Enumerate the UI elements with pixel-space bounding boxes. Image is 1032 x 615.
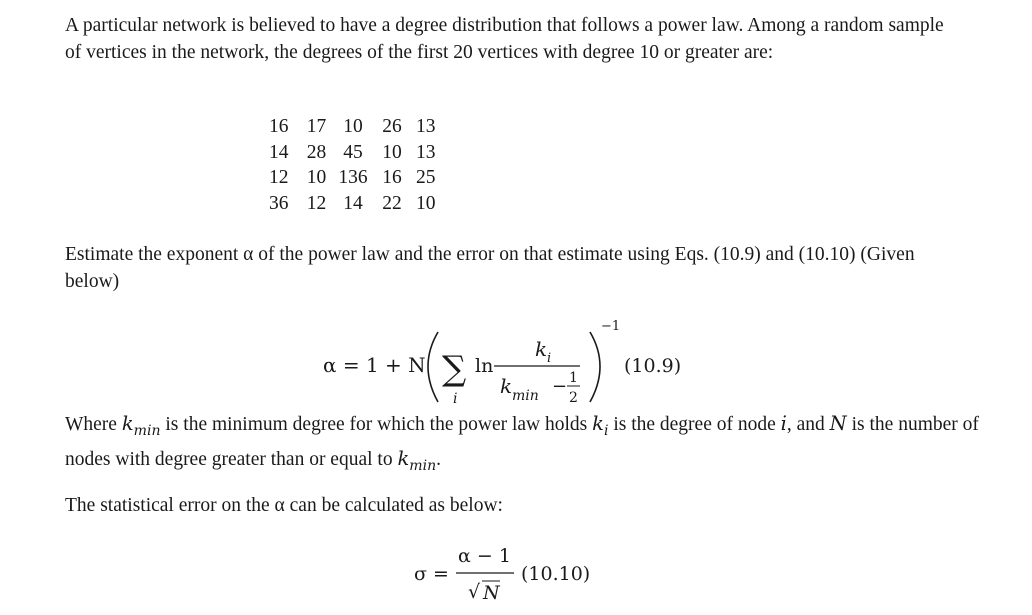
equation-10-10 — [410, 540, 610, 610]
eq1-denominator: k — [500, 374, 513, 398]
error-paragraph: The statistical error on the α can be calculated as below: — [65, 495, 503, 516]
n-symbol: N — [829, 412, 847, 435]
degree-cell: 12 — [306, 192, 327, 214]
degree-cell: 14 — [343, 192, 363, 214]
eq1-label: (10.9) — [624, 355, 682, 377]
degree-cell: 10 — [343, 116, 363, 137]
i-symbol: i — [780, 412, 787, 435]
degree-cell: 45 — [343, 141, 363, 163]
eq2-sqrt: √ — [468, 581, 481, 603]
degree-cell: 28 — [306, 141, 327, 163]
degree-cell: 10 — [416, 192, 436, 214]
degree-cell: 10 — [382, 141, 402, 163]
eq1-ln: ln — [475, 355, 494, 377]
eq2-label: (10.10) — [521, 563, 591, 585]
degree-cell: 136 — [338, 167, 368, 188]
degree-row — [267, 114, 446, 140]
eq1-right-paren — [590, 332, 600, 402]
eq1-sum-symbol: ∑ — [442, 349, 467, 389]
equation-10-9 — [318, 310, 718, 410]
eq2-denominator: N — [483, 582, 500, 604]
eq1-lhs: α = 1 + N — [323, 353, 426, 377]
degree-table — [267, 114, 446, 216]
degree-cell: 14 — [269, 141, 289, 163]
degree-cell: 13 — [416, 116, 436, 137]
degree-cell: 26 — [382, 116, 402, 137]
eq2-lhs: σ = — [414, 563, 449, 585]
degree-cell: 16 — [382, 167, 402, 188]
degree-row — [267, 165, 446, 191]
degree-cell: 22 — [382, 192, 402, 214]
explanation-paragraph: Where $k_{min}$ is the minimum degree for which the power law holds $k_i$ is the degree of node i, and N is the number of nodes with degree greater than or equal to $k_{min}$. — [65, 412, 979, 474]
degree-row — [267, 191, 446, 217]
eq1-left-paren — [428, 332, 438, 402]
eq1-half-den: 2 — [569, 390, 578, 406]
degree-cell: 36 — [269, 192, 289, 214]
eq1-denominator-sub: min — [512, 388, 539, 404]
degree-cell: 16 — [269, 116, 289, 137]
degree-cell: 17 — [306, 116, 327, 137]
degree-cell: 13 — [416, 141, 436, 163]
degree-cell: 10 — [306, 167, 327, 188]
ki-symbol: $k_i$ — [592, 412, 609, 439]
task-paragraph: Estimate the exponent α of the power law and the error on that estimate using Eqs. (10.9) and (10.10) (Given below) — [65, 244, 915, 292]
degree-row — [267, 140, 446, 166]
eq1-numerator-sub: i — [547, 351, 552, 366]
eq1-numerator: k — [535, 337, 548, 361]
intro-paragraph: A particular network is believed to have a degree distribution that follows a power law. Among a random sample of vertices in the network, the degrees of the first 20 vertices with degree 10 or greater are: — [65, 15, 944, 63]
eq1-exponent: −1 — [601, 319, 621, 334]
kmin-symbol-2: $k_{min}$ — [397, 446, 437, 474]
degree-cell: 12 — [269, 167, 289, 188]
kmin-symbol: $k_{min}$ — [121, 412, 161, 439]
eq2-numerator: α − 1 — [458, 545, 511, 567]
eq1-minus: − — [552, 376, 568, 397]
eq1-sum-index: i — [453, 391, 458, 407]
degree-cell: 25 — [416, 167, 436, 188]
eq1-half-num: 1 — [569, 370, 578, 386]
